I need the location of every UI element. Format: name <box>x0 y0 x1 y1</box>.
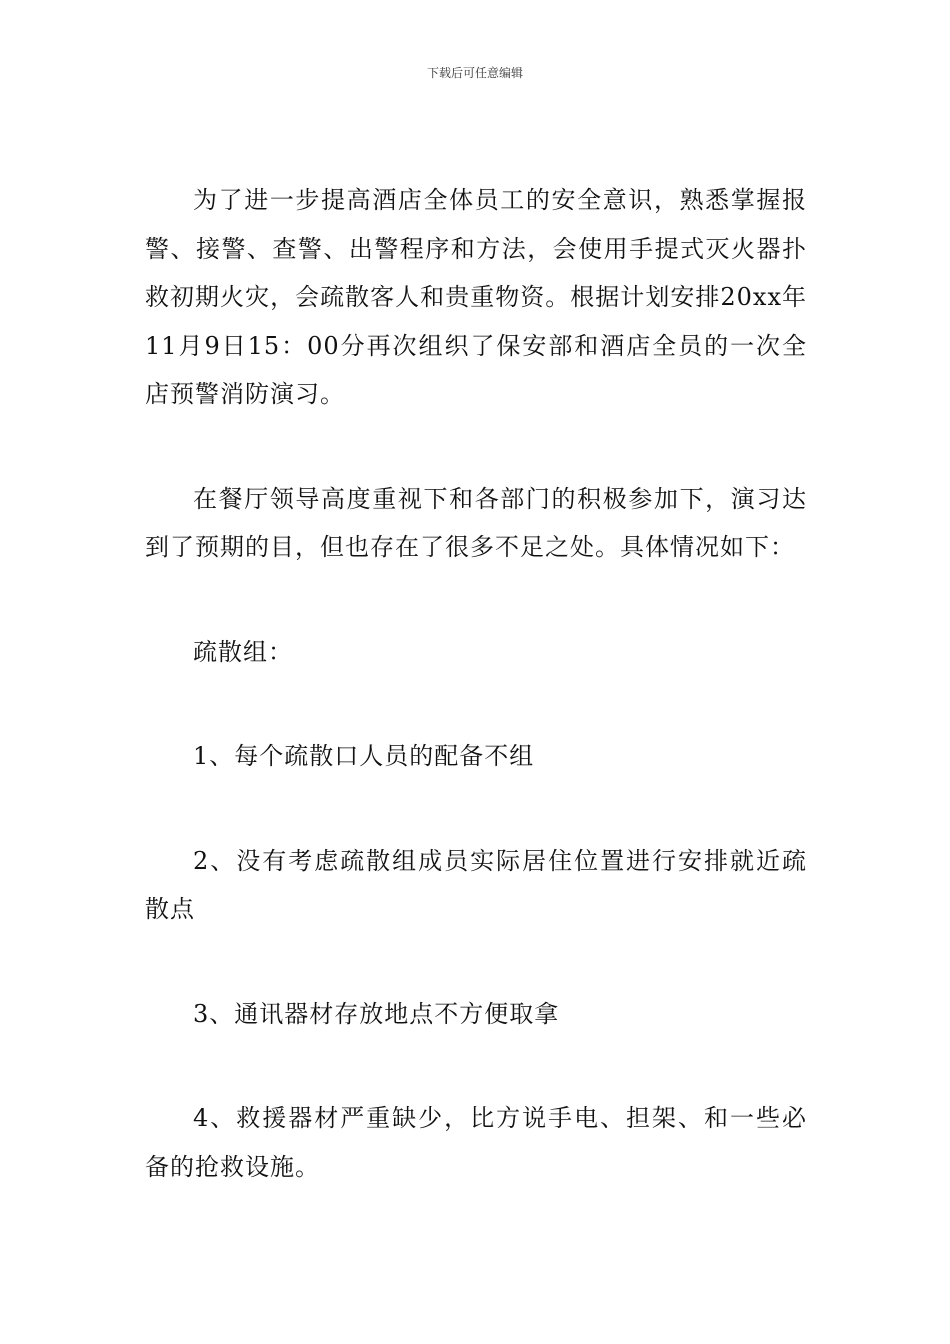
paragraph-intro: 为了进一步提高酒店全体员工的安全意识，熟悉掌握报警、接警、查警、出警程序和方法，会使用手提式灭火器扑救初期火灾，会疏散客人和贵重物资。根据计划安排20xx年11月9日15：00分再次组织了保安部和酒店全员的一次全店预警消防演习。 <box>145 186 807 408</box>
paragraph-spacer <box>145 1038 807 1094</box>
paragraph-spacer <box>145 419 807 475</box>
paragraph-spacer <box>145 676 807 732</box>
list-item-4: 4、救援器材严重缺少，比方说手电、担架、和一些必备的抢救设施。 <box>145 1104 807 1181</box>
list-item-2: 2、没有考虑疏散组成员实际居住位置进行安排就近疏散点 <box>145 846 807 923</box>
paragraph-summary: 在餐厅领导高度重视下和各部门的积极参加下，演习达到了预期的目，但也存在了很多不足之处。具体情况如下： <box>145 484 807 561</box>
section-heading-evacuation: 疏散组： <box>193 637 293 666</box>
paragraph-spacer <box>145 572 807 628</box>
paragraph-spacer <box>145 934 807 990</box>
list-item-1: 1、每个疏散口人员的配备不组 <box>193 742 535 770</box>
document-body <box>145 176 807 1191</box>
page-header: 下载后可任意编辑 <box>426 66 523 80</box>
paragraph-spacer <box>145 781 807 837</box>
list-item-3: 3、通讯器材存放地点不方便取拿 <box>193 999 560 1028</box>
